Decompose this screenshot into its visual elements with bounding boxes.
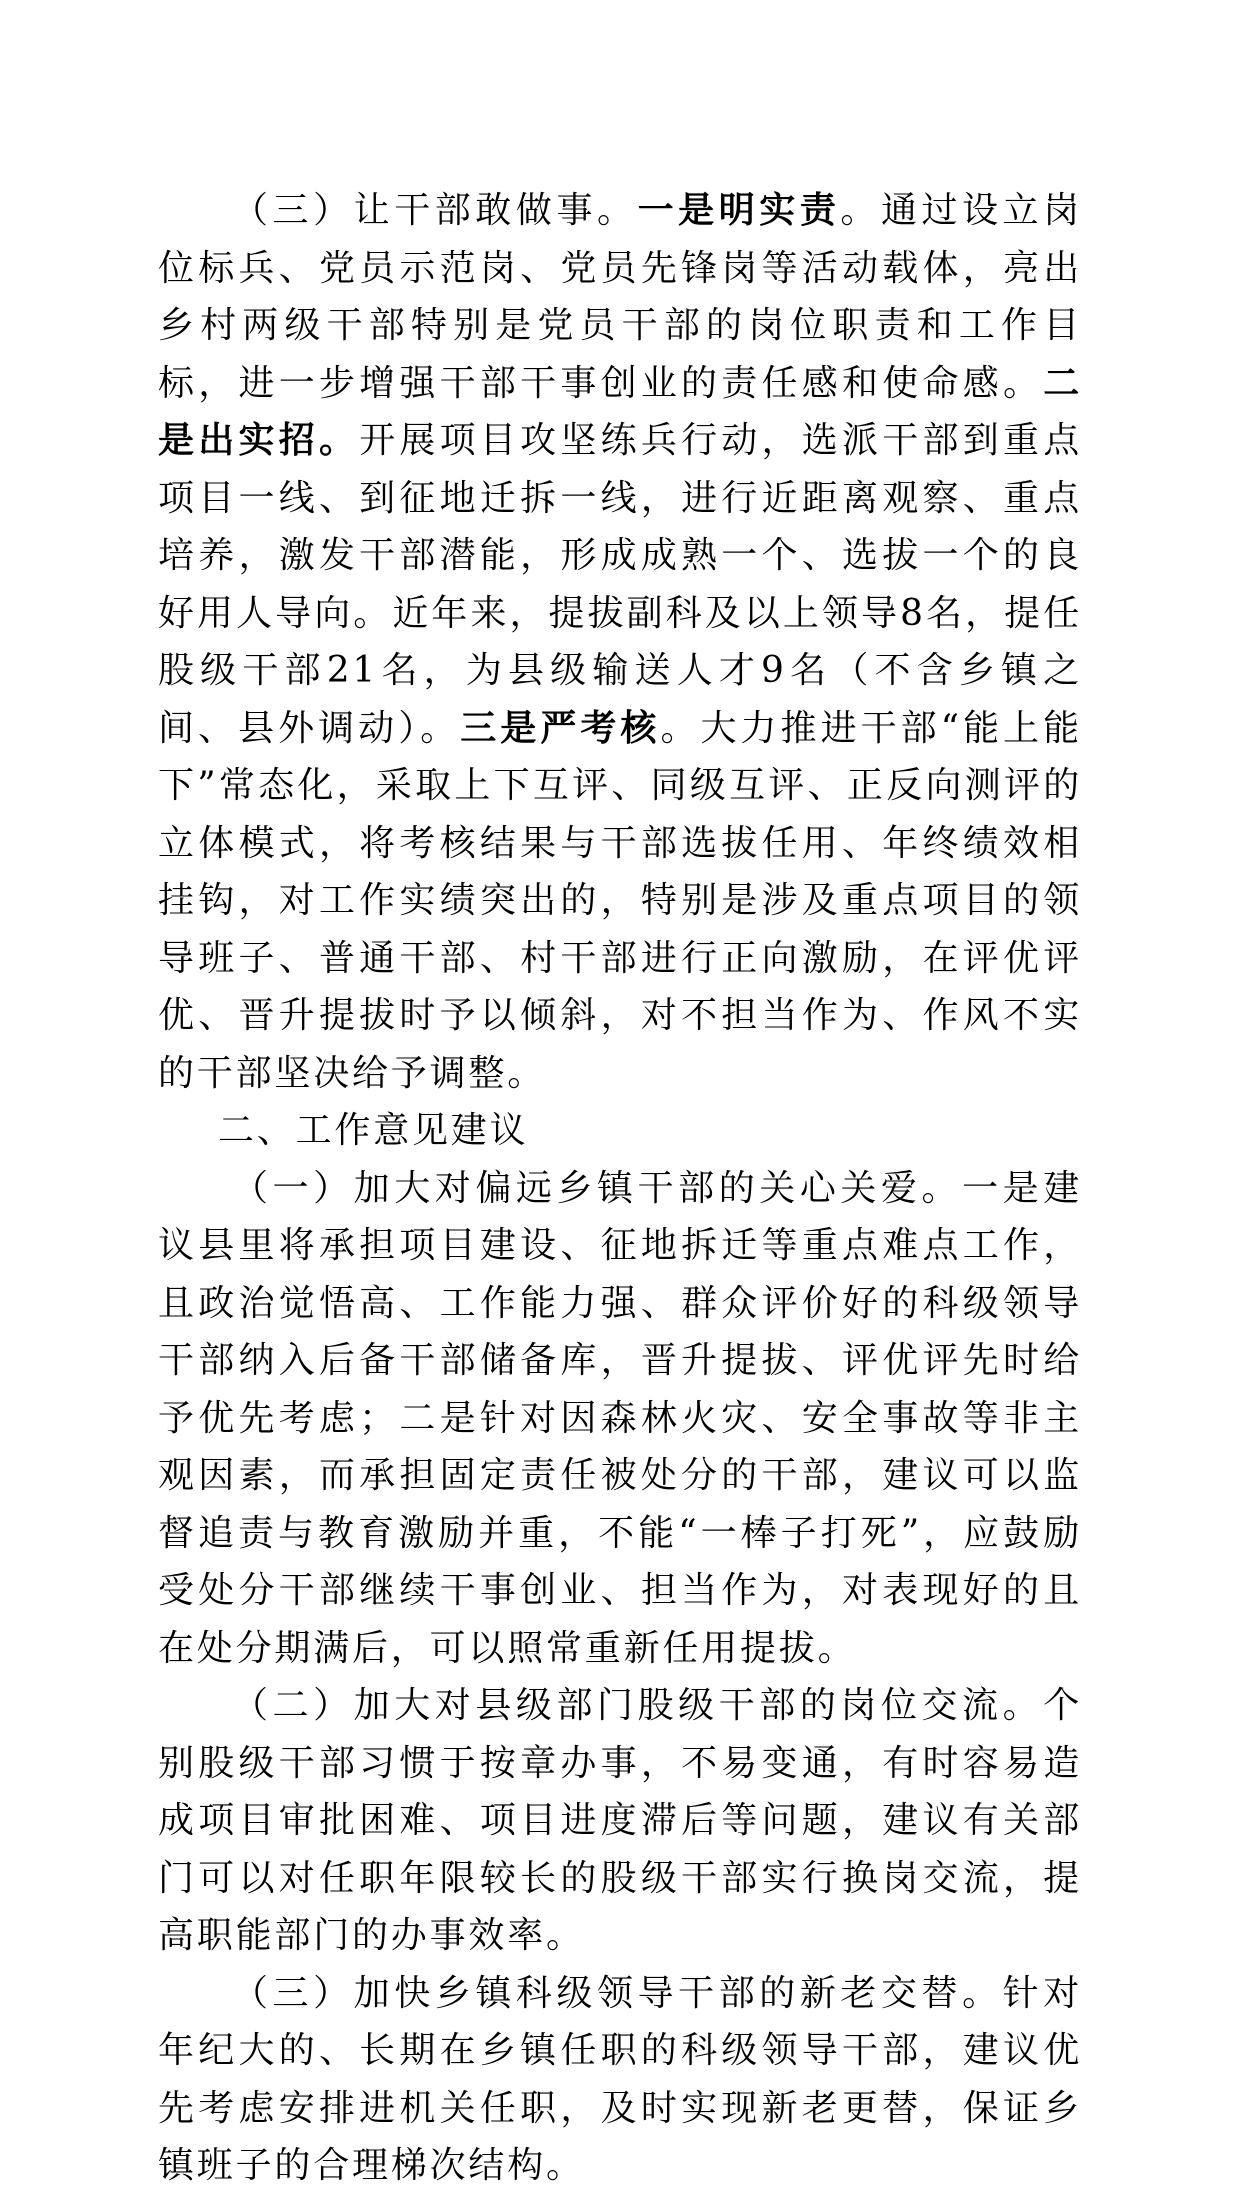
- subsection-title: （三）加快乡镇科级领导干部的新老交替。: [232, 1972, 1003, 2014]
- paragraph-text: 个别股级干部习惯于按章办事，不易变通，有时容易造成项目审批困难、项目进度滞后等问题，建议有关部门可以对任职年限较长的股级干部实行换岗交流，提高职能部门的办事效率。: [158, 1685, 1082, 1956]
- paragraph-text: 开展项目攻坚练兵行动，选派干部到重点项目一线、到征地迁拆一线，进行近距离观察、重点培养，激发干部潜能，形成成熟一个、选拔一个的良好用人导向。近年来，提拔副科及以上领导8名，提任股级干部21名，为县级输送人才9名（不含乡镇之间、县外调动）。: [158, 420, 1082, 749]
- paragraph-suggestion-2: [158, 1677, 1082, 1965]
- paragraph-text: 。大力推进干部“能上能下”常态化，采取上下互评、同级互评、正反向测评的立体模式，将考核结果与干部选拔任用、年终绩效相挂钩，对工作实绩突出的，特别是涉及重点项目的领导班子、普通干部、村干部进行正向激励，在评优评优、晋升提拔时予以倾斜，对不担当作为、作风不实的干部坚决给予调整。: [158, 707, 1082, 1094]
- document-page: [158, 182, 1082, 2195]
- subsection-title: （二）加大对县级部门股级干部的岗位交流。: [232, 1685, 1044, 1726]
- subsection-title: （三）让干部敢做事。: [232, 190, 638, 231]
- section-heading: 二、工作意见建议: [218, 1110, 529, 1151]
- paragraph-text: 。通过设立岗位标兵、党员示范岗、党员先锋岗等活动载体，亮出乡村两级干部特别是党员干部的岗位职责和工作目标，进一步增强干部干事创业的责任感和使命感。: [158, 190, 1082, 404]
- paragraph-suggestion-1: [158, 1160, 1082, 1678]
- paragraph-suggestion-3: [158, 1965, 1082, 2195]
- bold-lead-2: 二是出实招。: [158, 362, 1082, 461]
- subsection-title: （一）加大对偏远乡镇干部的关心关爱。: [232, 1167, 963, 1209]
- bold-lead-1: 一是明实责: [637, 190, 841, 231]
- paragraph-cadre-accountability: [158, 182, 1082, 1102]
- paragraph-text: 一是建议县里将承担项目建设、征地拆迁等重点难点工作，且政治觉悟高、工作能力强、群众评价好的科级领导干部纳入后备干部储备库，晋升提拔、评优评先时给予优先考虑；二是针对因森林火灾、安全事故等非主观因素，而承担固定责任被处分的干部，建议可以监督追责与教育激励并重，不能“一棒子打死”，应鼓励受处分干部继续干事创业、担当作为，对表现好的且在处分期满后，可以照常重新任用提拔。: [158, 1167, 1082, 1669]
- paragraph-text: 针对年纪大的、长期在乡镇任职的科级领导干部，建议优先考虑安排进机关任职，及时实现新老更替，保证乡镇班子的合理梯次结构。: [158, 1972, 1083, 2186]
- bold-lead-3: 三是严考核: [460, 707, 661, 749]
